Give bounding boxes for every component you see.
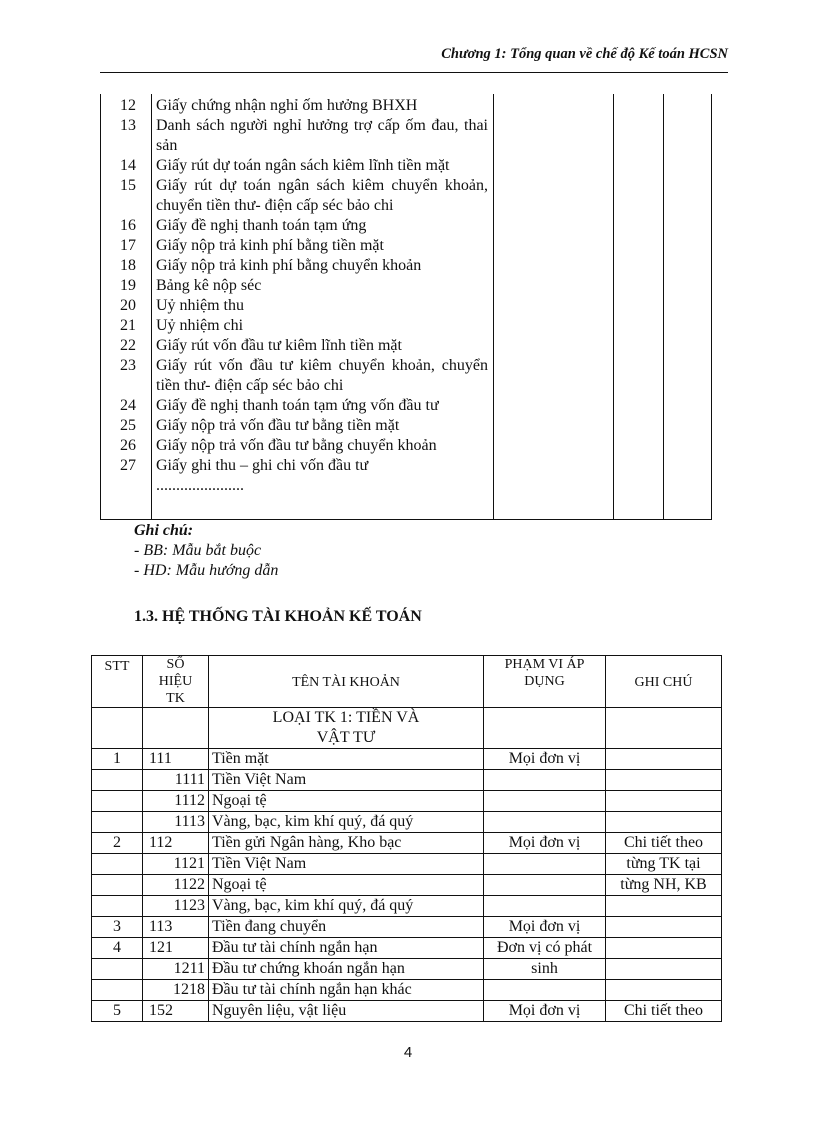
list-item xyxy=(100,336,495,356)
cell-name: Đầu tư chứng khoán ngắn hạn xyxy=(209,959,484,980)
cell-scope: Mọi đơn vị xyxy=(484,917,606,938)
table-row xyxy=(92,770,722,791)
item-name: Giấy rút dự toán ngân sách kiêm lĩnh tiền mặt xyxy=(156,157,450,174)
table-row xyxy=(92,854,722,875)
item-name: Danh sách người nghỉ hưởng trợ cấp ốm đau, thai sản xyxy=(156,117,488,154)
chapter-header: Chương 1: Tổng quan về chế độ Kế toán HCSN xyxy=(441,46,728,62)
list-item xyxy=(100,276,495,296)
cell-note xyxy=(606,980,722,1001)
cell-scope xyxy=(484,854,606,875)
cell-code: 112 xyxy=(143,833,209,854)
cell-name: Ngoại tệ xyxy=(209,875,484,896)
col-line xyxy=(613,94,614,520)
item-name: Bảng kê nộp séc xyxy=(156,277,262,294)
cell-name: Vàng, bạc, kim khí quý, đá quý xyxy=(209,812,484,833)
cell-code: 1123 xyxy=(143,896,209,917)
cell-note xyxy=(606,917,722,938)
table-row xyxy=(92,1001,722,1022)
item-number: 16 xyxy=(120,217,136,234)
cell-note: từng NH, KB xyxy=(606,875,722,896)
list-item xyxy=(100,236,495,256)
item-name: Giấy đề nghị thanh toán tạm ứng vốn đầu tư xyxy=(156,397,439,414)
cell-scope: Mọi đơn vị xyxy=(484,749,606,770)
cell-name: Tiền Việt Nam xyxy=(209,854,484,875)
category-label: LOẠI TK 1: TIỀN VÀ VẬT TƯ xyxy=(209,708,484,749)
cell-note xyxy=(606,959,722,980)
cell-scope xyxy=(484,812,606,833)
note-line: - BB: Mẫu bắt buộc xyxy=(134,542,262,559)
cell-stt xyxy=(92,812,143,833)
table-row xyxy=(92,896,722,917)
item-name: Giấy đề nghị thanh toán tạm ứng xyxy=(156,217,367,234)
cell-stt xyxy=(92,770,143,791)
item-number: 20 xyxy=(120,297,136,314)
col-line xyxy=(663,94,664,520)
item-number: 14 xyxy=(120,157,136,174)
list-item xyxy=(100,436,495,456)
notes-title: Ghi chú: xyxy=(134,522,194,539)
cell-scope xyxy=(484,791,606,812)
header-scope: PHẠM VI ÁP DỤNG xyxy=(484,656,606,708)
list-item xyxy=(100,396,495,416)
cell-code: 1218 xyxy=(143,980,209,1001)
cell-note xyxy=(606,938,722,959)
item-name: Giấy rút dự toán ngân sách kiêm chuyển khoản, chuyển tiền thư- điện cấp séc bảo chi xyxy=(156,177,488,214)
cell-note: Chi tiết theo xyxy=(606,1001,722,1022)
cell-scope: Mọi đơn vị xyxy=(484,1001,606,1022)
cell-stt xyxy=(92,959,143,980)
cell-code: 1111 xyxy=(143,770,209,791)
page-number: 4 xyxy=(403,1044,413,1061)
cell-note xyxy=(606,749,722,770)
table-row xyxy=(92,875,722,896)
table-row xyxy=(92,959,722,980)
cell-scope xyxy=(484,875,606,896)
notes xyxy=(134,521,278,581)
cell-name: Tiền mặt xyxy=(209,749,484,770)
item-number: 22 xyxy=(120,337,136,354)
item-name: Giấy nộp trả vốn đầu tư bằng chuyển khoản xyxy=(156,437,437,454)
list-item xyxy=(100,296,495,316)
cell-code: 113 xyxy=(143,917,209,938)
list-item xyxy=(100,96,495,116)
cell-code: 1122 xyxy=(143,875,209,896)
cell-name: Ngoại tệ xyxy=(209,791,484,812)
item-number: 25 xyxy=(120,417,136,434)
item-number: 19 xyxy=(120,277,136,294)
list-item xyxy=(100,176,495,216)
document-list-table xyxy=(100,94,712,520)
cell-scope xyxy=(484,980,606,1001)
list-item xyxy=(100,476,495,496)
header-rule xyxy=(100,72,728,73)
cell-name: Tiền gửi Ngân hàng, Kho bạc xyxy=(209,833,484,854)
cell-code: 111 xyxy=(143,749,209,770)
cell-name: Tiền Việt Nam xyxy=(209,770,484,791)
cell-stt: 2 xyxy=(92,833,143,854)
cell-code: 1112 xyxy=(143,791,209,812)
table-row xyxy=(92,833,722,854)
item-number xyxy=(100,476,136,496)
item-name: Giấy chứng nhận nghỉ ốm hưởng BHXH xyxy=(156,97,418,114)
item-number: 24 xyxy=(120,397,136,414)
cell-scope xyxy=(484,770,606,791)
cell-stt: 4 xyxy=(92,938,143,959)
table-bottom-line xyxy=(100,519,712,520)
item-name: Giấy nộp trả vốn đầu tư bằng tiền mặt xyxy=(156,417,400,434)
table-row xyxy=(92,980,722,1001)
list-item xyxy=(100,216,495,236)
item-name: Giấy nộp trả kinh phí bằng tiền mặt xyxy=(156,237,384,254)
table-row xyxy=(92,749,722,770)
item-number: 27 xyxy=(120,457,136,474)
cell-name: Đầu tư tài chính ngắn hạn khác xyxy=(209,980,484,1001)
cell-scope: Mọi đơn vị xyxy=(484,833,606,854)
header-name: TÊN TÀI KHOẢN xyxy=(209,656,484,708)
cell-scope: Đơn vị có phát xyxy=(484,938,606,959)
table-row xyxy=(92,812,722,833)
cell-name: Nguyên liệu, vật liệu xyxy=(209,1001,484,1022)
item-name: Giấy rút vốn đầu tư kiêm chuyển khoản, chuyển tiền thư- điện cấp séc bảo chi xyxy=(156,357,488,394)
item-number: 21 xyxy=(120,317,136,334)
cell-note xyxy=(606,770,722,791)
item-number: 13 xyxy=(120,117,136,134)
cell-stt xyxy=(92,896,143,917)
cell-code: 152 xyxy=(143,1001,209,1022)
category-row xyxy=(92,708,722,749)
list-item xyxy=(100,156,495,176)
cell-code: 1121 xyxy=(143,854,209,875)
table-row xyxy=(92,938,722,959)
cell-stt: 3 xyxy=(92,917,143,938)
table-header-row xyxy=(92,656,722,708)
note-line: - HD: Mẫu hướng dẫn xyxy=(134,562,279,579)
list-item xyxy=(100,116,495,156)
cell-code: 121 xyxy=(143,938,209,959)
cell-code: 1211 xyxy=(143,959,209,980)
item-number: 12 xyxy=(120,97,136,114)
cell-scope: sinh xyxy=(484,959,606,980)
item-number: 18 xyxy=(120,257,136,274)
item-name: Uỷ nhiệm thu xyxy=(156,297,244,314)
list-item xyxy=(100,356,495,396)
item-number: 26 xyxy=(120,437,136,454)
item-name: Giấy nộp trả kinh phí bằng chuyển khoản xyxy=(156,257,422,274)
cell-stt xyxy=(92,854,143,875)
item-name: Uỷ nhiệm chi xyxy=(156,317,244,334)
cell-note: từng TK tại xyxy=(606,854,722,875)
list-item xyxy=(100,456,495,476)
header-stt: STT xyxy=(92,656,143,708)
table-row xyxy=(92,791,722,812)
col-line xyxy=(711,94,712,520)
cell-name: Vàng, bạc, kim khí quý, đá quý xyxy=(209,896,484,917)
section-title: 1.3. HỆ THỐNG TÀI KHOẢN KẾ TOÁN xyxy=(134,608,422,625)
item-number: 17 xyxy=(120,237,136,254)
cell-stt: 5 xyxy=(92,1001,143,1022)
list-item xyxy=(100,256,495,276)
cell-stt xyxy=(92,980,143,1001)
cell-note xyxy=(606,896,722,917)
cell-stt xyxy=(92,791,143,812)
header-note: GHI CHÚ xyxy=(606,656,722,708)
cell-name: Tiền đang chuyển xyxy=(209,917,484,938)
item-name: Giấy rút vốn đầu tư kiêm lĩnh tiền mặt xyxy=(156,337,402,354)
cell-stt xyxy=(92,875,143,896)
cell-scope xyxy=(484,896,606,917)
cell-stt: 1 xyxy=(92,749,143,770)
cell-note: Chi tiết theo xyxy=(606,833,722,854)
cell-name: Đầu tư tài chính ngắn hạn xyxy=(209,938,484,959)
list-item xyxy=(100,316,495,336)
list-item xyxy=(100,416,495,436)
accounts-table xyxy=(91,655,722,1022)
table-row xyxy=(92,917,722,938)
document-rows xyxy=(100,96,495,496)
item-name: Giấy ghi thu – ghi chi vốn đầu tư xyxy=(156,457,369,474)
cell-note xyxy=(606,812,722,833)
item-name: ...................... xyxy=(156,477,244,494)
header-code: SỐ HIỆU TK xyxy=(143,656,209,708)
item-number: 23 xyxy=(120,357,136,374)
cell-note xyxy=(606,791,722,812)
item-number: 15 xyxy=(120,177,136,194)
cell-code: 1113 xyxy=(143,812,209,833)
